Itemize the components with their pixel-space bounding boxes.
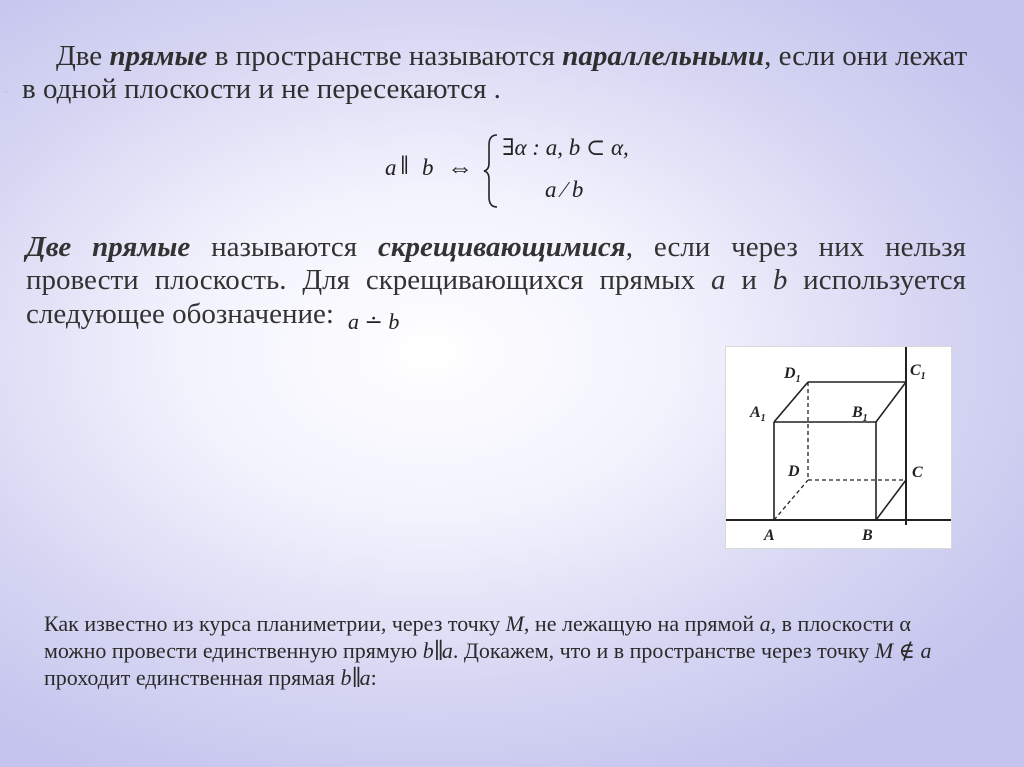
var-b: b: [422, 638, 434, 664]
var-M: M: [874, 638, 894, 664]
planimetry-note: [44, 610, 944, 691]
not-in-symbol: ∉: [893, 638, 921, 664]
text-segment: проходит единственная прямая: [44, 665, 341, 691]
label-D: D: [788, 463, 800, 480]
text-segment: называются: [190, 231, 378, 263]
var-a: a: [359, 665, 371, 691]
label-B: B: [862, 527, 873, 544]
parallel-definition: [22, 40, 982, 106]
label-C: C: [912, 464, 923, 481]
system-brace: [482, 133, 500, 209]
var-a: a: [759, 611, 771, 636]
var-alpha: α: [899, 611, 911, 636]
text-segment: и: [725, 264, 773, 297]
text-segment: можно провести единственную прямую: [44, 638, 423, 664]
iff-symbol: ⇔: [447, 153, 473, 182]
parallel-symbol: ∥: [351, 665, 360, 691]
label-C1: $C_1$: [910, 362, 926, 382]
var-a: a: [711, 264, 726, 297]
var-M: M: [505, 611, 524, 636]
term-parallel: параллельными: [562, 40, 765, 72]
text-segment: Две: [56, 40, 110, 72]
var-b: b: [340, 665, 352, 691]
text-segment: используется следующее обозначение:: [26, 264, 966, 330]
text-segment: , если они лежат в одной плоскости и не пересекаются .: [22, 40, 968, 105]
var-b: b: [772, 264, 788, 297]
parallel-formula: [385, 133, 685, 209]
var-a: a: [441, 638, 453, 664]
label-B1: $B_1$: [852, 404, 868, 424]
formula-line-2: a ∕ b: [545, 177, 584, 202]
bullet-dot: .: [6, 88, 8, 94]
text-segment: , не лежащую на прямой: [523, 611, 760, 636]
term-lines: прямые: [109, 40, 208, 72]
term-two-lines: Две прямые: [26, 231, 191, 263]
text-segment: . Докажем, что и в пространстве через точку: [452, 638, 875, 664]
text-segment: , в плоскости: [770, 611, 900, 636]
term-skew: скрещивающимися: [377, 231, 626, 263]
cube-figure: [725, 346, 952, 549]
text-segment: в пространстве называются: [207, 40, 563, 72]
label-A1: $A_1$: [750, 404, 766, 424]
text-segment: , если через них нельзя провести плоскость. Для скрещивающихся прямых: [26, 231, 966, 297]
text-segment: Как известно из курса планиметрии, через точку: [44, 611, 506, 636]
var-a: a: [920, 638, 932, 664]
parallel-symbol: ∥: [400, 155, 410, 177]
label-A: A: [764, 527, 775, 544]
formula-a: a: [385, 155, 397, 180]
cube-diagram: [726, 347, 951, 548]
skew-definition: [26, 231, 966, 334]
label-D1: $D_1$: [784, 365, 801, 385]
text-segment: :: [370, 665, 377, 691]
parallel-symbol: ∥: [433, 638, 442, 664]
formula-b: b: [422, 155, 434, 180]
skew-notation: a ∸ b: [347, 308, 400, 334]
formula-line-1: ∃α : a, b ⊂ α,: [502, 135, 629, 160]
